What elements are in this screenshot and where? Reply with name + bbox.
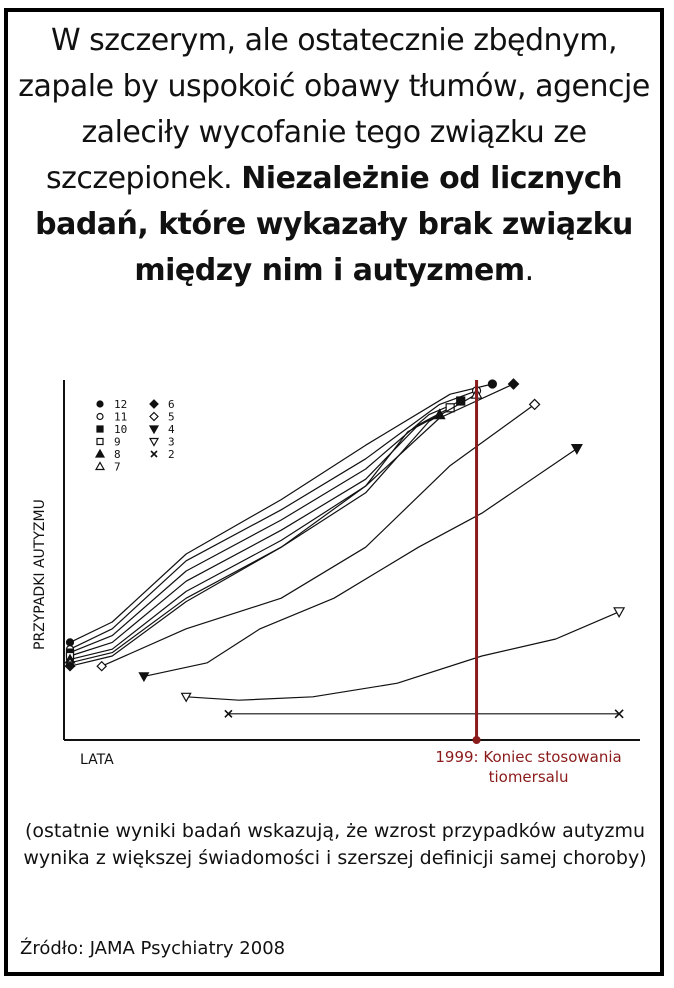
series-end-marker-3 (614, 608, 624, 617)
series-end-marker-5 (530, 399, 540, 409)
legend-label-8: 8 (114, 448, 121, 461)
annotation-label-1: 1999: Koniec stosowania (435, 748, 622, 766)
series-line-3 (186, 612, 619, 700)
series-line-12 (70, 384, 492, 642)
annotation-dot (473, 736, 481, 744)
series-end-marker-6 (509, 379, 519, 389)
y-axis-label: PRZYPADKI AUTYZMU (32, 499, 48, 650)
legend-label-3: 3 (168, 435, 175, 449)
series-layer (66, 379, 625, 718)
legend-marker-11 (97, 414, 103, 420)
footnote: (ostatnie wyniki badań wskazują, że wzrost przypadków autyzmu wynika z większej świadomości i szerszej definicji samej choroby) (23, 820, 647, 869)
legend-label-2: 2 (168, 448, 175, 461)
series-start-marker-12 (67, 639, 74, 646)
series-start-marker-5 (97, 662, 106, 671)
legend-marker-10 (97, 426, 103, 432)
series-line-11 (70, 391, 477, 649)
x-axis-label: LATA (80, 752, 114, 768)
legend-label-7: 7 (114, 460, 121, 474)
series-line-7 (70, 394, 477, 663)
legend (96, 398, 175, 474)
heading-bold: Niezależnie od licznych badań, które wykazały brak związku między nim i autyzmem (35, 161, 633, 288)
legend-marker-7 (96, 463, 104, 470)
series-line-6 (70, 384, 514, 666)
legend-marker-9 (97, 439, 103, 445)
legend-marker-4 (150, 426, 158, 433)
annotation-label-2: tiomersalu (488, 768, 569, 786)
annotation (435, 380, 621, 786)
legend-label-10: 10 (114, 423, 128, 436)
heading-bold-end: . (524, 253, 534, 288)
legend-marker-3 (150, 439, 158, 446)
legend-marker-2 (151, 451, 157, 457)
heading-normal: W szczerym, ale ostatecznie zbędnym, zapale by uspokoić obawy tłumów, agencje zaleciły wycofanie tego związku ze szczepionek. (18, 23, 650, 196)
legend-label-4: 4 (168, 423, 175, 436)
series-start-marker-4 (139, 673, 148, 681)
legend-marker-12 (97, 401, 103, 407)
legend-label-11: 11 (114, 410, 128, 424)
source-credit: Źródło: JAMA Psychiatry 2008 (20, 938, 286, 959)
legend-marker-5 (150, 413, 158, 421)
chart-axes (64, 380, 640, 740)
series-end-marker-4 (572, 445, 582, 454)
legend-label-5: 5 (168, 410, 175, 424)
series-line-5 (102, 404, 535, 666)
legend-label-6: 6 (168, 398, 175, 411)
series-line-8 (70, 415, 440, 660)
legend-marker-6 (150, 400, 158, 408)
legend-marker-8 (96, 450, 104, 457)
legend-label-9: 9 (114, 435, 121, 449)
series-end-marker-12 (488, 380, 496, 388)
legend-label-12: 12 (114, 398, 128, 411)
